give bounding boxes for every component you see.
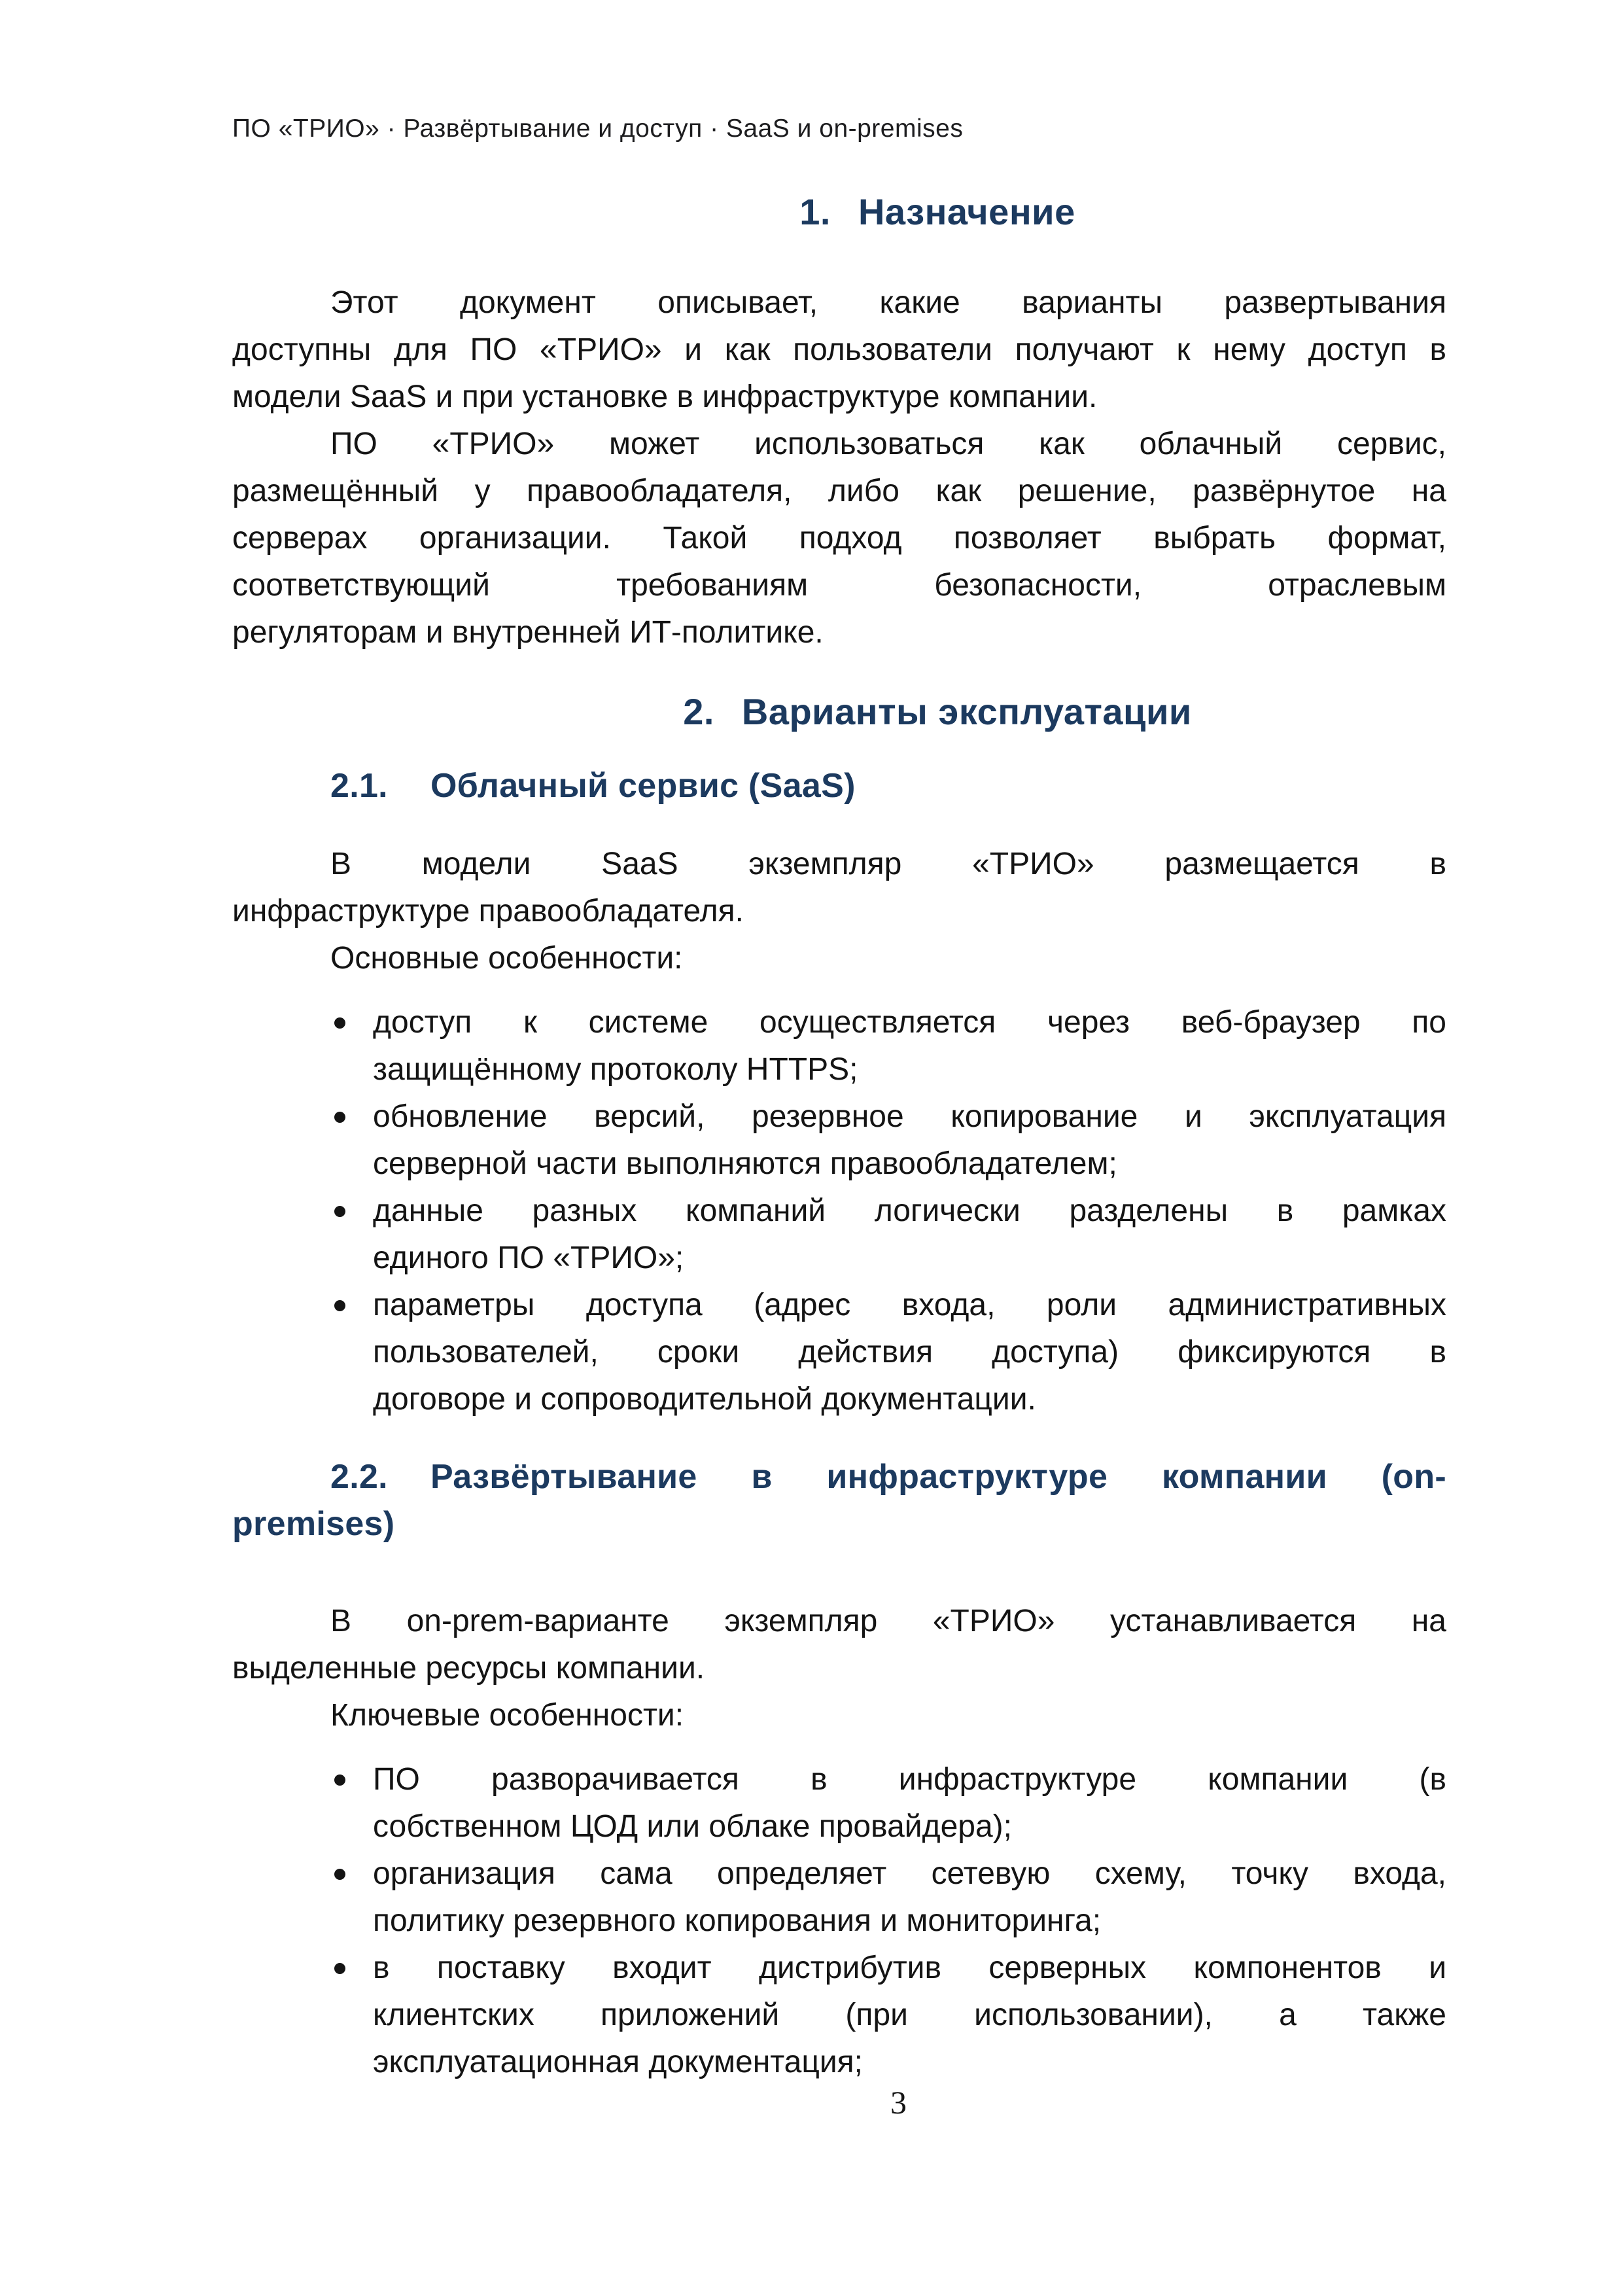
- list-item: [232, 1850, 1446, 1945]
- heading-line: premises): [232, 1505, 395, 1543]
- paragraph-line: модели SaaS и при установке в инфраструктуре компании.: [232, 380, 1098, 414]
- paragraph: [232, 1598, 1446, 1692]
- list-item-line: единого ПО «ТРИО»;: [373, 1241, 684, 1275]
- list-item-line: договоре и сопроводительной документации.: [373, 1382, 1036, 1417]
- paragraph-line: размещённый у правообладателя, либо как решение, развёрнутое на: [232, 474, 1446, 508]
- heading-text: Развёртывание в инфраструктуре компании (on-: [430, 1458, 1446, 1496]
- bullet-list: [232, 999, 1446, 1423]
- heading-line: [232, 1453, 1446, 1500]
- heading-number: 2.1.: [330, 767, 388, 805]
- list-item-line: политику резервного копирования и мониторинга;: [373, 1903, 1102, 1938]
- list-item-line: в поставку входит дистрибутив серверных компонентов и: [373, 1951, 1446, 1985]
- paragraph-line: В модели SaaS экземпляр «ТРИО» размещается в: [330, 847, 1446, 881]
- heading-2-1: [232, 762, 1446, 809]
- heading-number: 1.: [799, 191, 831, 232]
- heading-text: Облачный сервис (SaaS): [430, 767, 856, 805]
- paragraph: [232, 421, 1446, 656]
- list-item-line: клиентских приложений (при использовании), а также: [373, 1998, 1446, 2032]
- list-item-line: обновление версий, резервное копирование и эксплуатация: [373, 1099, 1446, 1134]
- paragraph: [232, 841, 1446, 935]
- paragraph-line: Ключевые особенности:: [330, 1698, 684, 1733]
- list-item-line: доступ к системе осуществляется через веб-браузер по: [373, 1005, 1446, 1040]
- list-item: [232, 1756, 1446, 1850]
- page-footer: [0, 2083, 1623, 2121]
- list-item-line: защищённому протоколу HTTPS;: [373, 1052, 858, 1087]
- list-item-line: серверной части выполняются правообладателем;: [373, 1146, 1117, 1181]
- bullet-icon: [334, 1112, 345, 1123]
- bullet-icon: [334, 1775, 345, 1786]
- list-item: [232, 1093, 1446, 1188]
- list-item-line: организация сама определяет сетевую схему, точку входа,: [373, 1856, 1446, 1891]
- bullet-icon: [334, 1017, 345, 1029]
- heading-2: [330, 682, 1544, 741]
- paragraph-line: ПО «ТРИО» может использоваться как облачный сервис,: [330, 427, 1446, 461]
- heading-line: [232, 762, 1446, 809]
- heading-1: [330, 183, 1544, 241]
- document-body: [232, 183, 1446, 2086]
- paragraph-line: регуляторам и внутренней ИТ-политике.: [232, 615, 824, 650]
- running-header: ПО «ТРИО» · Развёртывание и доступ · SaaS и on-premises: [232, 115, 964, 143]
- paragraph: [232, 935, 1446, 982]
- list-item: [232, 1188, 1446, 1282]
- bullet-list: [232, 1756, 1446, 2086]
- bullet-icon: [334, 1963, 345, 1974]
- paragraph-line: Этот документ описывает, какие варианты развертывания: [330, 285, 1446, 320]
- list-item-line: эксплуатационная документация;: [373, 2045, 863, 2079]
- paragraph-line: серверах организации. Такой подход позволяет выбрать формат,: [232, 521, 1446, 556]
- paragraph-line: Основные особенности:: [330, 941, 683, 976]
- paragraph-line: В on-prem-варианте экземпляр «ТРИО» устанавливается на: [330, 1604, 1446, 1638]
- heading-number: 2.2.: [330, 1458, 388, 1496]
- list-item-line: данные разных компаний логически разделены в рамках: [373, 1193, 1446, 1228]
- page-number: 3: [890, 2084, 907, 2121]
- bullet-icon: [334, 1300, 345, 1311]
- bullet-icon: [334, 1869, 345, 1880]
- heading-text: Варианты эксплуатации: [741, 691, 1192, 732]
- heading-2-2: [232, 1453, 1446, 1547]
- paragraph: [232, 1692, 1446, 1739]
- list-item-line: ПО разворачивается в инфраструктуре компании (в: [373, 1762, 1446, 1797]
- paragraph-line: соответствующий требованиям безопасности, отраслевым: [232, 568, 1446, 603]
- bullet-icon: [334, 1206, 345, 1217]
- list-item-line: собственном ЦОД или облаке провайдера);: [373, 1809, 1012, 1844]
- list-item: [232, 999, 1446, 1093]
- list-item: [232, 1945, 1446, 2086]
- list-item: [232, 1282, 1446, 1423]
- document-content: [232, 115, 1446, 2086]
- list-item-line: пользователей, сроки действия доступа) фиксируются в: [373, 1335, 1446, 1369]
- heading-text: Назначение: [858, 191, 1075, 232]
- paragraph-line: инфраструктуре правообладателя.: [232, 894, 744, 928]
- list-item-line: параметры доступа (адрес входа, роли административных: [373, 1288, 1446, 1322]
- paragraph-line: выделенные ресурсы компании.: [232, 1651, 705, 1686]
- paragraph: [232, 279, 1446, 421]
- heading-number: 2.: [683, 691, 714, 732]
- paragraph-line: доступны для ПО «ТРИО» и как пользователи получают к нему доступ в: [232, 332, 1446, 367]
